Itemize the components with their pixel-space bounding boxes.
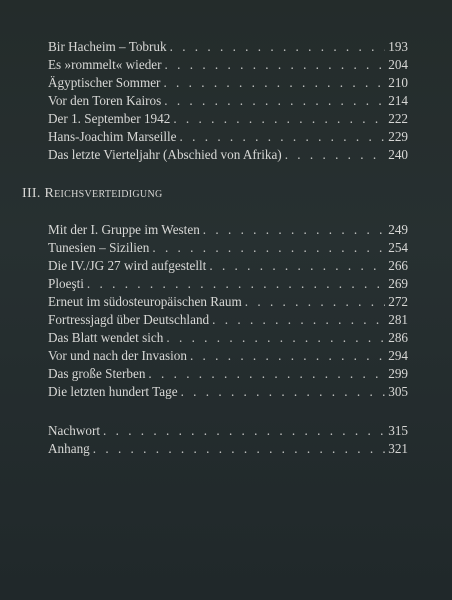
toc-entry-page: 193 [388, 39, 408, 54]
toc-entry-page: 269 [388, 276, 408, 291]
toc-entry [48, 293, 408, 311]
toc-entry-page: 229 [388, 129, 408, 144]
toc-entry [48, 440, 408, 458]
dot-leader [163, 74, 385, 92]
toc-entry-page: 305 [388, 384, 408, 399]
toc-entry-page: 204 [388, 57, 408, 72]
toc-entry-title: Bir Hacheim – Tobruk [48, 39, 167, 54]
dot-leader [285, 146, 386, 164]
dot-leader [148, 365, 385, 383]
toc-entry-title: Mit der I. Gruppe im Westen [48, 222, 200, 237]
toc-entry-page: 254 [388, 240, 408, 255]
toc-entry-title: Fortressjagd über Deutschland [48, 312, 210, 327]
dot-leader [203, 221, 385, 239]
toc-entry [48, 311, 408, 329]
toc-entry-title: Ägyptischer Sommer [48, 75, 161, 90]
dot-leader [173, 110, 385, 128]
toc-entry [48, 92, 408, 110]
toc-entry [48, 128, 408, 146]
toc-entry [48, 383, 408, 401]
toc-entry-title: Das große Sterben [48, 366, 146, 381]
toc-entry-page: 286 [388, 330, 408, 345]
dot-leader [87, 275, 385, 293]
toc-entry [48, 239, 408, 257]
toc-entry [48, 221, 408, 239]
toc-entry [48, 422, 408, 440]
toc-entry-page: 240 [388, 147, 408, 162]
toc-entry-page: 210 [388, 75, 408, 90]
dot-leader [245, 293, 385, 311]
toc-entry [48, 347, 408, 365]
dot-leader [164, 92, 385, 110]
dot-leader [165, 56, 386, 74]
toc-entry [48, 38, 408, 56]
toc-entry-page: 249 [388, 222, 408, 237]
toc-entry-page: 222 [388, 111, 408, 126]
toc-entry-title: Hans-Joachim Marseille [48, 129, 177, 144]
dot-leader [152, 239, 385, 257]
toc-entry-title: Vor den Toren Kairos [48, 93, 162, 108]
toc-entry-title: Es »rommelt« wieder [48, 57, 162, 72]
dot-leader [180, 128, 386, 146]
dot-leader [209, 257, 385, 275]
toc-entry-page: 266 [388, 258, 408, 273]
toc-entry [48, 56, 408, 74]
toc-entry-title: Erneut im südosteuropäischen Raum [48, 294, 242, 309]
toc-entry-title: Die IV./JG 27 wird aufgestellt [48, 258, 207, 273]
toc-entry-page: 321 [388, 441, 408, 456]
toc-entry-title: Nachwort [48, 423, 100, 438]
toc-entry [48, 146, 408, 164]
toc-entry [48, 329, 408, 347]
toc-entry-title: Die letzten hundert Tage [48, 384, 178, 399]
toc-entry [48, 74, 408, 92]
toc-entry-page: 294 [388, 348, 408, 363]
toc-entry-page: 315 [388, 423, 408, 438]
toc-entry-title: Der 1. September 1942 [48, 111, 171, 126]
dot-leader [170, 38, 386, 56]
dot-leader [103, 422, 385, 440]
toc-entry-page: 272 [388, 294, 408, 309]
toc-entry-title: Das Blatt wendet sich [48, 330, 164, 345]
toc-entry-title: Ploeşti [48, 276, 84, 291]
toc-entry-title: Anhang [48, 441, 90, 456]
toc-entry [48, 275, 408, 293]
dot-leader [166, 329, 385, 347]
section-heading: III. Reichsverteidigung [22, 186, 163, 201]
toc-entry-title: Tunesien – Sizilien [48, 240, 150, 255]
toc-entry-title: Das letzte Vierteljahr (Abschied von Afrika) [48, 147, 282, 162]
dot-leader [181, 383, 386, 401]
toc-entry [48, 365, 408, 383]
toc-entry [48, 257, 408, 275]
toc-entry-page: 299 [388, 366, 408, 381]
toc-entry-title: Vor und nach der Invasion [48, 348, 187, 363]
toc-entry-page: 281 [388, 312, 408, 327]
toc-entry-page: 214 [388, 93, 408, 108]
dot-leader [93, 440, 385, 458]
toc-entry [48, 110, 408, 128]
dot-leader [212, 311, 385, 329]
dot-leader [190, 347, 385, 365]
